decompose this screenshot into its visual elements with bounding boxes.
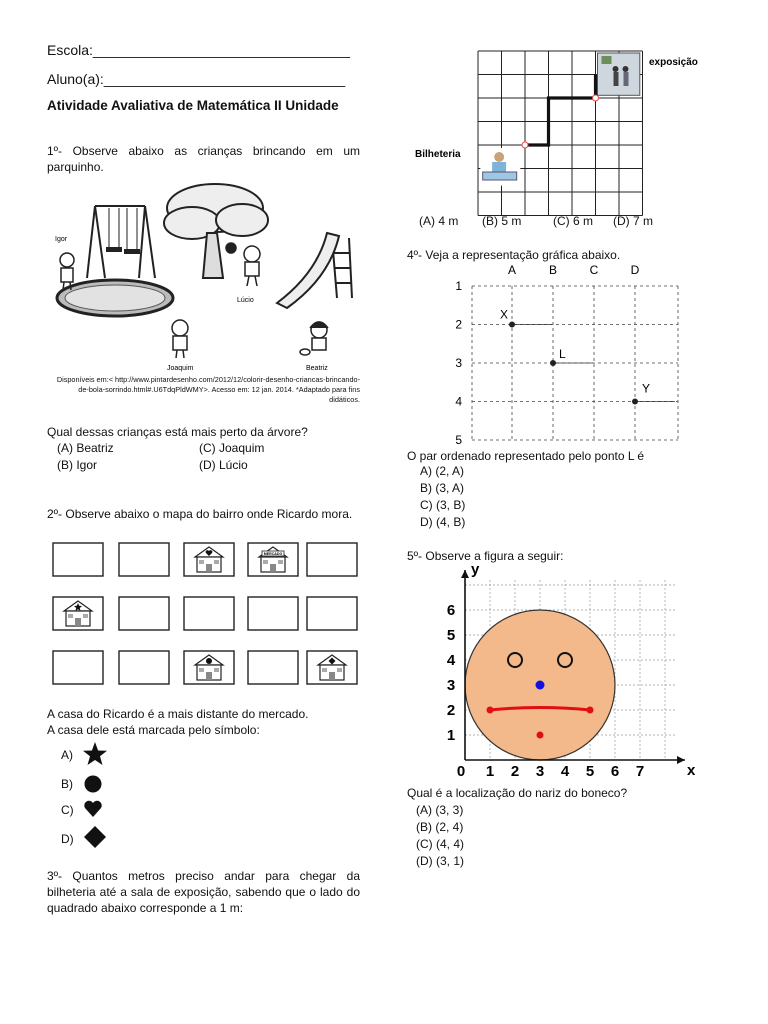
house-window	[278, 560, 283, 564]
block-outline	[307, 543, 357, 576]
q5-option-c[interactable]: (C) (4, 4)	[416, 837, 464, 851]
y-axis-label: y	[471, 561, 480, 578]
q5-prompt: 5º- Observe a figura a seguir:	[407, 549, 564, 563]
y-tick-label: 1	[446, 727, 456, 744]
q1-prompt: 1º- Observe abaixo as crianças brincando em um parquinho.	[47, 144, 360, 174]
y-tick-label: 3	[446, 677, 456, 694]
map-block	[248, 597, 298, 630]
q1-option-c[interactable]: (C) Joaquim	[199, 441, 265, 455]
block-outline	[119, 651, 169, 684]
q5-option-a[interactable]: (A) (3, 3)	[416, 803, 464, 817]
x-tick-label: 0	[456, 763, 466, 780]
y-tick-label: 4	[446, 652, 456, 669]
diamond-icon[interactable]	[83, 825, 107, 849]
block-outline	[119, 597, 169, 630]
museum-grid	[405, 45, 715, 210]
q1-option-d[interactable]: (D) Lúcio	[199, 458, 248, 472]
x-axis-arrow	[677, 756, 685, 764]
house-window	[214, 560, 219, 564]
block-outline	[53, 651, 103, 684]
nose-point	[536, 681, 545, 690]
house-window	[199, 668, 204, 672]
q2-text1: A casa do Ricardo é a mais distante do mercado.	[47, 707, 309, 721]
q3-option-c[interactable]: (C) 6 m	[553, 214, 593, 228]
q2-option-c-label[interactable]: C)	[61, 803, 74, 817]
house-door	[75, 618, 81, 626]
q1-question: Qual dessas crianças está mais perto da árvore?	[47, 425, 308, 439]
ticket-booth-image	[480, 148, 520, 186]
map-block	[119, 543, 169, 576]
y-tick-label: 5	[446, 627, 456, 644]
point-y	[632, 399, 638, 405]
row-label: 1	[455, 279, 462, 293]
map-block	[248, 651, 298, 684]
route-start	[522, 142, 528, 148]
neighborhood-map	[47, 538, 362, 690]
market-sign-text: MERCADO	[263, 552, 283, 556]
name-joaquim: Joaquim	[167, 365, 194, 372]
x-tick-label: 7	[635, 763, 645, 780]
circle-icon[interactable]	[83, 774, 103, 794]
house-window	[322, 668, 327, 672]
painting	[602, 56, 612, 64]
page-title: Atividade Avaliativa de Matemática II Unidade	[47, 98, 339, 113]
route-end	[593, 95, 599, 101]
q5-option-b[interactable]: (B) (2, 4)	[416, 820, 464, 834]
row-label: 3	[455, 356, 462, 370]
y-axis-arrow	[461, 570, 469, 578]
map-block	[184, 597, 234, 630]
house-window	[214, 668, 219, 672]
row-label: 4	[455, 394, 462, 409]
mouth-point	[487, 707, 494, 714]
q1-option-b[interactable]: (B) Igor	[57, 458, 98, 472]
heart-icon[interactable]	[83, 799, 103, 819]
house-window	[263, 560, 268, 564]
visitor	[614, 72, 619, 86]
map-block	[119, 597, 169, 630]
q3-option-b[interactable]: (B) 5 m	[482, 214, 522, 228]
playground-illustration	[47, 178, 362, 378]
x-tick-label: 4	[560, 763, 570, 780]
student-field[interactable]: Aluno(a):_______________________________	[47, 71, 346, 87]
point-label-y: Y	[642, 381, 651, 396]
point-l	[550, 360, 556, 366]
map-block	[307, 651, 357, 684]
q3-prompt: 3º- Quantos metros preciso andar para chegar da bilheteria até a sala de exposição, sabendo que o lado do quadrado abaixo corresponde a 1 m:	[47, 869, 360, 915]
y-tick-label: 2	[446, 702, 456, 719]
house-door	[206, 672, 212, 680]
label-exposicao: exposição	[649, 57, 698, 68]
slide	[277, 233, 352, 308]
x-axis-label: x	[687, 762, 696, 779]
q2-option-b-label[interactable]: B)	[61, 777, 73, 791]
block-outline	[248, 651, 298, 684]
map-block	[53, 651, 103, 684]
q4-question: O par ordenado representado pelo ponto L é	[407, 449, 645, 463]
x-tick-label: 6	[610, 763, 620, 780]
circle-icon	[206, 658, 212, 664]
row-label: 5	[455, 433, 462, 447]
map-block	[53, 597, 103, 630]
point-label-l: L	[559, 347, 566, 361]
map-block	[248, 543, 298, 576]
point-x	[509, 322, 515, 328]
booth-desk	[483, 172, 517, 180]
block-outline	[184, 597, 234, 630]
house-door	[329, 672, 335, 680]
q4-prompt: 4º- Veja a representação gráfica abaixo.	[407, 248, 621, 262]
column-label: D	[630, 263, 640, 277]
mouth-point	[537, 732, 544, 739]
star-icon[interactable]	[82, 741, 108, 767]
map-block	[53, 543, 103, 576]
map-block	[184, 543, 234, 576]
x-tick-label: 3	[535, 763, 545, 780]
house-window	[199, 560, 204, 564]
house-window	[337, 668, 342, 672]
column-label: B	[548, 263, 558, 277]
house-door	[270, 564, 276, 572]
child-joaquim	[172, 320, 188, 358]
label-bilheteria: Bilheteria	[415, 149, 461, 160]
column-label: A	[507, 263, 517, 277]
y-tick-label: 6	[446, 602, 456, 619]
q4-option-c[interactable]: C) (3, B)	[420, 498, 466, 512]
map-block	[184, 651, 234, 684]
block-outline	[248, 597, 298, 630]
q3-option-a[interactable]: (A) 4 m	[419, 214, 459, 228]
child-lucio	[226, 243, 260, 286]
q5-option-d[interactable]: (D) (3, 1)	[416, 854, 464, 868]
column-label: C	[589, 263, 599, 277]
map-block	[307, 597, 357, 630]
mouth-point	[587, 707, 594, 714]
block-outline	[307, 597, 357, 630]
x-tick-label: 2	[510, 763, 520, 780]
q4-option-a[interactable]: A) (2, A)	[420, 464, 465, 478]
q5-question: Qual é a localização do nariz do boneco?	[407, 786, 628, 800]
q4-graph	[440, 262, 690, 447]
house-window	[83, 614, 88, 618]
name-igor: Igor	[55, 236, 68, 243]
q3-option-d[interactable]: (D) 7 m	[613, 214, 653, 228]
x-tick-label: 1	[485, 763, 495, 780]
point-label-x: X	[500, 307, 509, 322]
q2-prompt: 2º- Observe abaixo o mapa do bairro onde Ricardo mora.	[47, 507, 353, 521]
map-block	[119, 651, 169, 684]
block-outline	[53, 543, 103, 576]
row-label: 2	[455, 317, 462, 332]
block-outline	[119, 543, 169, 576]
child-beatriz	[300, 322, 328, 355]
image-source: Disponíveis em:< http://www.pintardesenho.com/2012/12/colorir-desenho-criancas-brincando-de-bola-sorrindo.html#.U6TdqPldWMY>. Acesso em: 12 jan. 2014. *Adaptado para fins didáticos.	[56, 375, 360, 404]
q2-option-d-label[interactable]: D)	[61, 832, 74, 846]
house-door	[206, 564, 212, 572]
map-block	[307, 543, 357, 576]
q2-option-a-label[interactable]: A)	[61, 748, 73, 762]
x-tick-label: 5	[585, 763, 595, 780]
name-beatriz: Beatriz	[306, 365, 328, 372]
q2-text2: A casa dele está marcada pelo símbolo:	[47, 723, 260, 737]
clerk-head	[494, 152, 504, 162]
name-lucio: Lúcio	[237, 297, 254, 304]
exhibition-image	[598, 53, 640, 95]
swing-set	[87, 206, 155, 278]
visitor	[623, 66, 629, 72]
smiley-chart	[425, 561, 696, 782]
house-window	[68, 614, 73, 618]
q4-option-d[interactable]: D) (4, B)	[420, 515, 466, 529]
path-route	[525, 75, 596, 146]
visitor	[613, 66, 619, 72]
q4-option-b[interactable]: B) (3, A)	[420, 481, 465, 495]
school-field[interactable]: Escola:_________________________________	[47, 42, 350, 58]
visitor	[624, 72, 629, 86]
q1-option-a[interactable]: (A) Beatriz	[57, 441, 114, 455]
